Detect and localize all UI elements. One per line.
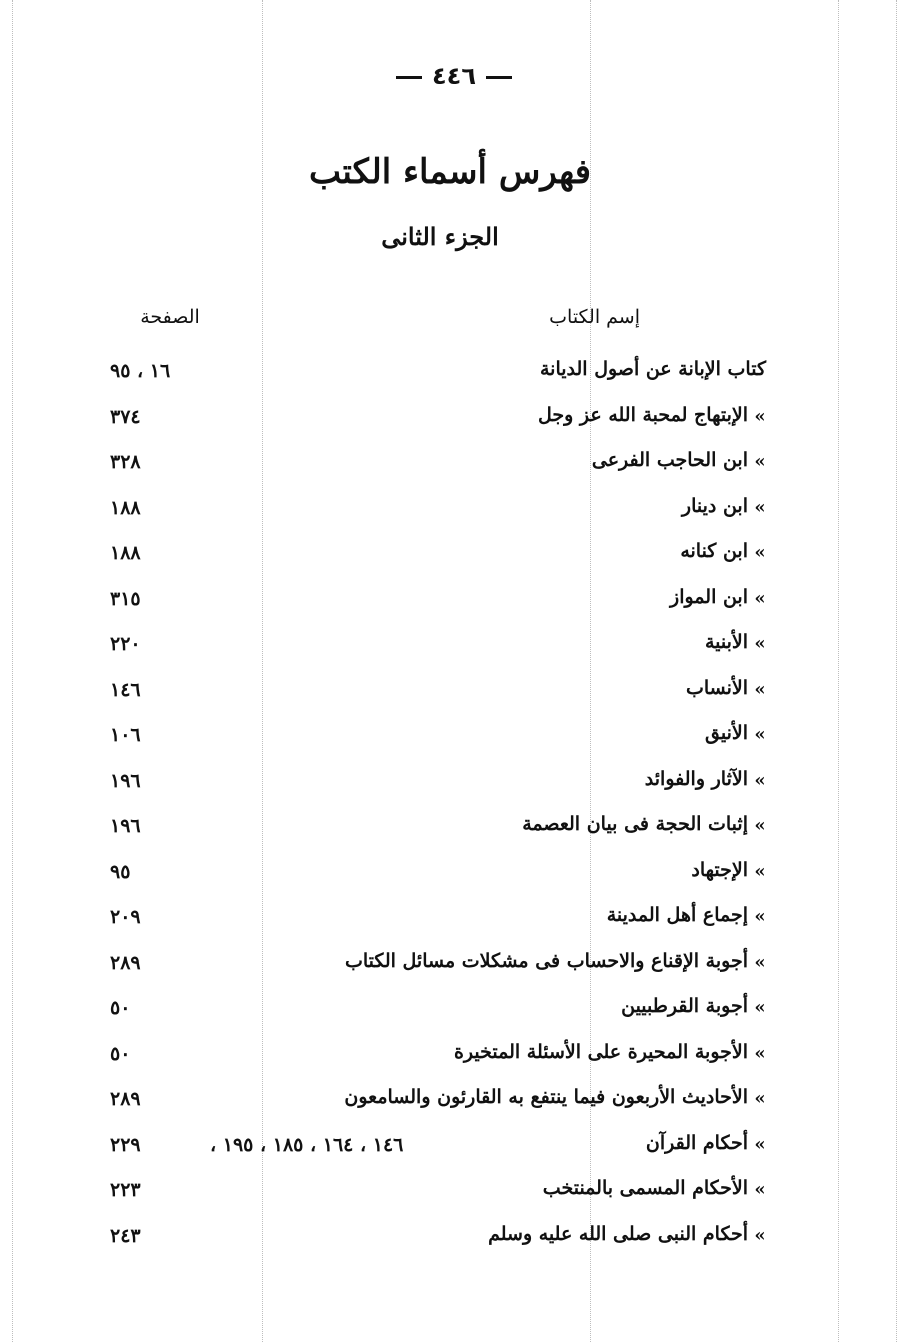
ditto-marker: » xyxy=(754,1133,766,1155)
page-refs: ٥٠ xyxy=(110,997,131,1019)
book-title: الأحاديث الأربعون فيما ينتفع به القارئون والسامعون xyxy=(344,1086,748,1108)
ditto-marker: » xyxy=(754,496,766,518)
index-row xyxy=(0,352,908,398)
index-row xyxy=(0,443,908,489)
page-refs: ١٠٦ xyxy=(110,724,141,746)
index-row xyxy=(0,716,908,762)
page-refs: ١٩٦ xyxy=(110,769,141,792)
page-refs: ١٨٨ xyxy=(110,496,141,519)
ditto-marker: » xyxy=(754,587,766,609)
book-title: الأحكام المسمى بالمنتخب xyxy=(542,1177,748,1199)
page-refs: ٢٨٩ xyxy=(110,951,141,974)
page-refs: ١٤٦ xyxy=(110,678,141,701)
index-title: فهرس أسماء الكتب xyxy=(308,152,592,192)
page-refs: ٢٢٩ xyxy=(110,1133,141,1156)
index-row xyxy=(0,1035,908,1081)
book-title: الأنساب xyxy=(685,676,748,699)
book-title: ابن الحاجب الفرعى xyxy=(591,449,748,471)
index-row xyxy=(0,1126,908,1172)
ditto-marker: » xyxy=(754,405,766,427)
ditto-marker: » xyxy=(754,633,766,654)
page-refs: ٢٤٣ xyxy=(110,1224,141,1247)
page-refs: ١٨٨ xyxy=(110,542,141,564)
book-title: الأجوبة المحيرة على الأسئلة المتخيرة xyxy=(453,1040,748,1063)
index-row xyxy=(0,944,908,990)
book-name-header: إسم الكتاب xyxy=(549,306,640,328)
book-title: إثبات الحجة فى بيان العصمة xyxy=(522,813,748,835)
ditto-marker: » xyxy=(754,769,766,791)
index-row xyxy=(0,580,908,626)
page-refs: ٢٢٠ xyxy=(110,633,141,655)
page-refs: ٢٠٩ xyxy=(110,906,141,928)
page-refs-extra: ١٤٦ ، ١٦٤ ، ١٨٥ ، ١٩٥ ، xyxy=(210,1133,404,1156)
book-title: أحكام النبى صلى الله عليه وسلم xyxy=(488,1222,748,1245)
page-column-header: الصفحة xyxy=(140,306,200,328)
index-row xyxy=(0,989,908,1035)
book-title: ابن كنانه xyxy=(680,540,748,562)
volume-subtitle: الجزء الثانى xyxy=(381,222,499,251)
ditto-marker: » xyxy=(754,451,766,472)
book-title: أجوبة القرطبيين xyxy=(621,995,748,1017)
ditto-marker: » xyxy=(754,860,766,882)
book-title: كتاب الإبانة عن أصول الديانة xyxy=(539,358,766,380)
index-row xyxy=(0,398,908,444)
ditto-marker: » xyxy=(754,951,766,973)
page-refs: ٢٢٣ xyxy=(110,1179,141,1201)
page-refs: ٣٧٤ xyxy=(110,405,141,428)
book-title: الأبنية xyxy=(704,631,748,653)
page-refs: ٩٥ xyxy=(110,860,131,883)
ditto-marker: » xyxy=(754,815,766,836)
index-row xyxy=(0,489,908,535)
index-row xyxy=(0,762,908,808)
index-row xyxy=(0,625,908,671)
page-number-dash-right xyxy=(486,76,512,79)
ditto-marker: » xyxy=(754,1224,766,1246)
index-row xyxy=(0,1217,908,1263)
page-number-dash-left xyxy=(396,76,422,79)
page-number-text: ٤٤٦ xyxy=(432,62,476,90)
index-row xyxy=(0,898,908,944)
page-refs: ١٩٦ xyxy=(110,815,141,837)
page-refs: ١٦ ، ٩٥ xyxy=(110,360,171,382)
book-title: ابن المواز xyxy=(670,585,748,608)
page-refs: ٣٢٨ xyxy=(110,451,141,473)
ditto-marker: » xyxy=(754,724,766,745)
book-title: أحكام القرآن xyxy=(645,1131,748,1154)
page-number xyxy=(0,62,908,90)
book-title: الآثار والفوائد xyxy=(644,767,748,790)
page-refs: ٥٠ xyxy=(110,1042,131,1065)
book-title: ابن دينار xyxy=(681,494,748,517)
index-row xyxy=(0,1171,908,1217)
ditto-marker: » xyxy=(754,1088,766,1109)
book-title: أجوبة الإقناع والاحساب فى مشكلات مسائل الكتاب xyxy=(344,949,748,972)
index-row xyxy=(0,807,908,853)
page-refs: ٢٨٩ xyxy=(110,1088,141,1110)
ditto-marker: » xyxy=(754,1179,766,1200)
index-row xyxy=(0,671,908,717)
ditto-marker: » xyxy=(754,542,766,563)
index-row xyxy=(0,1080,908,1126)
ditto-marker: » xyxy=(754,678,766,700)
book-title: الإبتهاج لمحبة الله عز وجل xyxy=(537,403,748,426)
index-row xyxy=(0,534,908,580)
ditto-marker: » xyxy=(754,906,766,927)
book-title: الأنيق xyxy=(705,722,748,744)
index-row xyxy=(0,853,908,899)
book-title: إجماع أهل المدينة xyxy=(606,904,748,926)
ditto-marker: » xyxy=(754,1042,766,1064)
book-index-list xyxy=(0,352,908,1262)
page-refs: ٣١٥ xyxy=(110,587,141,610)
book-title: الإجتهاد xyxy=(691,858,748,881)
ditto-marker: » xyxy=(754,997,766,1018)
